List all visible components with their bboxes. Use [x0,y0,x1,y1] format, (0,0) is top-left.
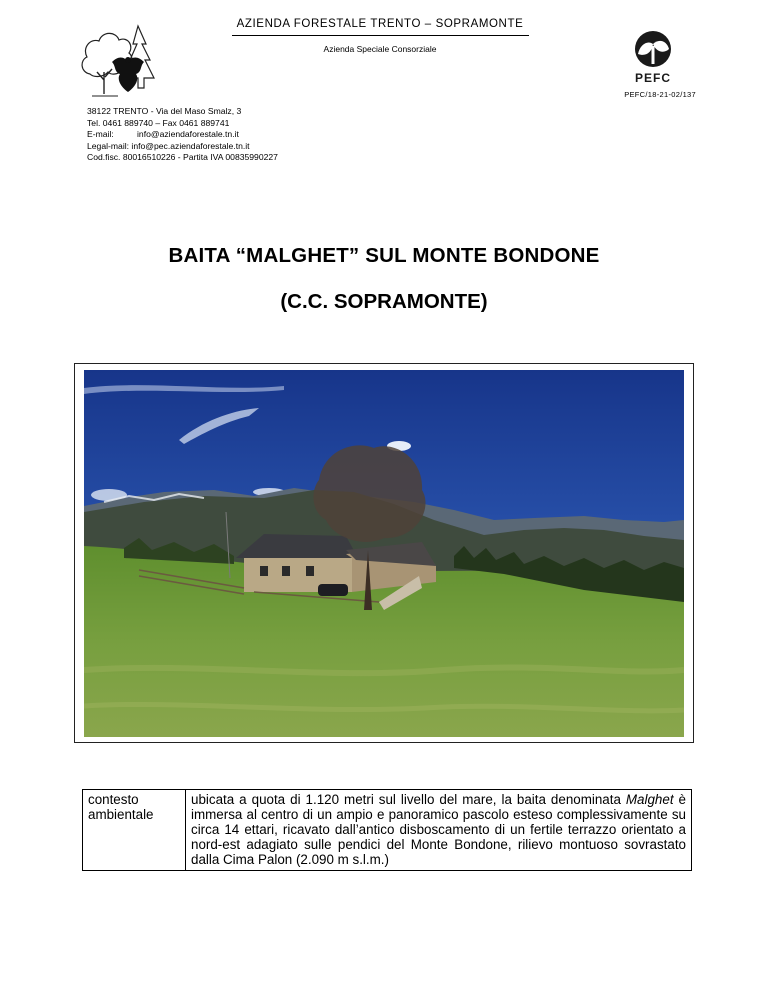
photo-frame [74,363,694,743]
organization-subtitle: Azienda Speciale Consorziale [323,44,437,54]
pefc-logo-icon [626,30,680,86]
organization-name: AZIENDA FORESTALE TRENTO – SOPRAMONTE [236,18,524,30]
header-divider [232,35,529,36]
document-title: BAITA “MALGHET” SUL MONTE BONDONE [168,244,600,267]
postal-address: 38122 TRENTO - Via del Maso Smalz, 3 [87,106,242,116]
table-row [83,790,692,871]
description-italic-name: Malghet [625,792,674,807]
description-text-end: è immersa al centro di un ampio e panoramico pascolo esteso complessivamente su circa 14 ettari, ricavato dall’antico disboscamento di un fertile terrazzo orientato a nord-est adagiato sulle pendici del Monte Bondone, rilievo montuoso sovrastato dalla Cima Palon (2.090 m s.l.m.) [191,792,686,867]
email-address[interactable]: info@aziendaforestale.tn.it [137,129,239,140]
legal-mail[interactable]: Legal-mail: info@pec.aziendaforestale.tn.it [87,140,250,151]
description-text-start: ubicata a quota di 1.120 metri sul livello del mare, la baita denominata [191,792,626,807]
pefc-logo-text: PEFC [634,71,672,85]
email-line [87,129,278,141]
info-table [82,789,692,871]
fiscal-codes: Cod.fisc. 80016510226 - Partita IVA 00835990227 [87,152,278,163]
email-label: E-mail: [87,129,114,140]
phone-fax: Tel. 0461 889740 – Fax 0461 889741 [87,117,230,128]
row-description [186,790,692,871]
coat-of-arms-logo-icon [78,22,160,100]
baita-landscape-photo [84,370,684,737]
pefc-certificate-code: PEFC/18-21-02/137 [624,90,696,99]
row-label: contesto ambientale [83,790,186,871]
contact-block [87,106,278,164]
document-subtitle: (C.C. SOPRAMONTE) [280,290,488,313]
